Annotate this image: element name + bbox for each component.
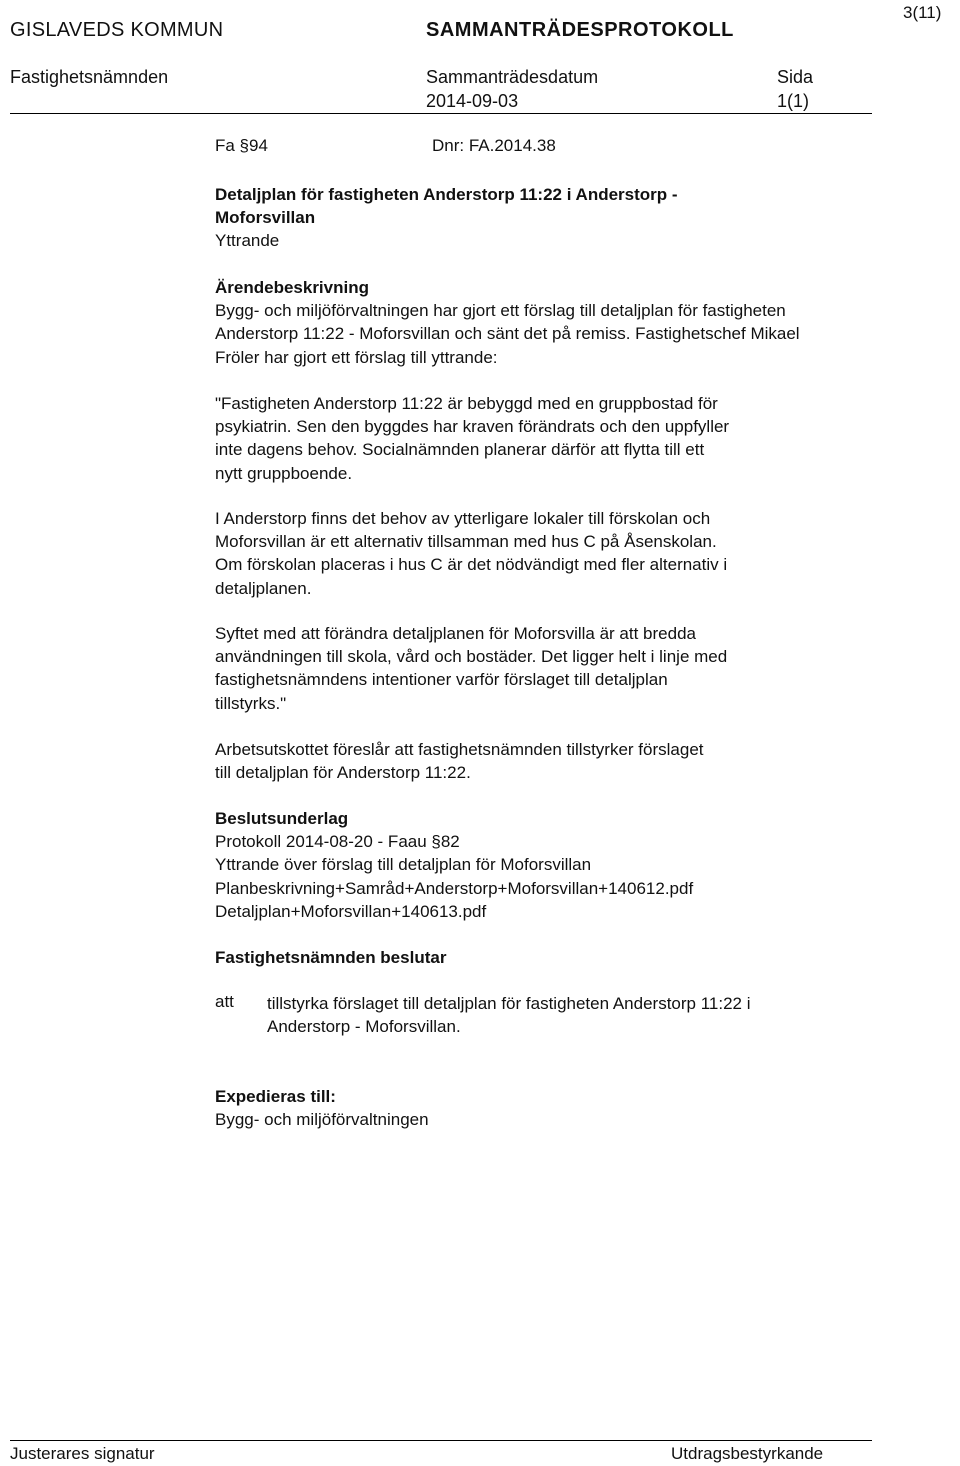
- section-title-line: Moforsvillan: [215, 208, 316, 228]
- quote-line: detaljplanen.: [215, 578, 312, 598]
- beslutsunderlag-heading: Beslutsunderlag: [215, 809, 349, 828]
- section-title-block: [215, 183, 678, 253]
- page-label: Sida: [777, 67, 814, 87]
- proposal-paragraph: [215, 738, 704, 784]
- decision-line: tillstyrka förslaget till detaljplan för fastigheten Anderstorp 11:22 i: [267, 994, 751, 1013]
- att-label: att: [215, 992, 234, 1011]
- expedieras-recipient: Bygg- och miljöförvaltningen: [215, 1110, 429, 1130]
- decision-line: Anderstorp - Moforsvillan.: [267, 1017, 461, 1037]
- proposal-line: till detaljplan för Anderstorp 11:22.: [215, 763, 471, 783]
- quote-line: användningen till skola, vård och bostäder. Det ligger helt i linje med: [215, 647, 728, 667]
- section-number: Fa §94: [215, 136, 268, 155]
- quote-line: Moforsvillan är ett alternativ tillsamman med hus C på Åsenskolan.: [215, 532, 717, 552]
- header-rule: [10, 113, 872, 114]
- quote-line: tillstyrks.": [215, 693, 287, 713]
- page-counter: 3(11): [903, 3, 942, 22]
- decision-text: [267, 992, 751, 1038]
- quote-line: Syftet med att förändra detaljplanen för Moforsvilla är att bredda: [215, 624, 696, 643]
- date-label: Sammanträdesdatum: [426, 67, 599, 87]
- intro-line: Anderstorp 11:22 - Moforsvillan och sänt det på remiss. Fastighetschef Mikael: [215, 324, 800, 344]
- section-title-line: Detaljplan för fastigheten Anderstorp 11:22 i Anderstorp -: [215, 185, 678, 204]
- arendebeskrivning-heading: Ärendebeskrivning: [215, 278, 369, 297]
- expedieras-heading: Expedieras till:: [215, 1087, 336, 1106]
- municipality-name: GISLAVEDS KOMMUN: [10, 19, 224, 41]
- expedieras-block: [215, 1085, 429, 1131]
- quote-line: inte dagens behov. Socialnämnden planerar därför att flytta till ett: [215, 440, 705, 460]
- footer-rule: [10, 1440, 872, 1441]
- quote-paragraph-2: [215, 507, 727, 600]
- quote-line: psykiatrin. Sen den byggdes har kraven förändrats och den uppfyller: [215, 417, 730, 437]
- proposal-line: Arbetsutskottet föreslår att fastighetsnämnden tillstyrker förslaget: [215, 740, 704, 759]
- dnr: Dnr: FA.2014.38: [432, 136, 556, 155]
- board-name: Fastighetsnämnden: [10, 67, 169, 87]
- document-list-item: Protokoll 2014-08-20 - Faau §82: [215, 832, 460, 852]
- arendebeskrivning-block: [215, 276, 800, 369]
- page-number: 1(1): [777, 91, 810, 111]
- beslut-heading: Fastighetsnämnden beslutar: [215, 948, 447, 967]
- quote-line: "Fastigheten Anderstorp 11:22 är bebyggd med en gruppbostad för: [215, 394, 718, 413]
- document-list-item: Detaljplan+Moforsvillan+140613.pdf: [215, 901, 487, 921]
- footer-certified-label: Utdragsbestyrkande: [671, 1444, 824, 1463]
- meeting-date: 2014-09-03: [426, 91, 519, 111]
- quote-line: I Anderstorp finns det behov av ytterligare lokaler till förskolan och: [215, 509, 711, 528]
- intro-line: Fröler har gjort ett förslag till yttrande:: [215, 347, 498, 367]
- footer-signature-label: Justerares signatur: [10, 1444, 155, 1463]
- section-subtitle: Yttrande: [215, 231, 280, 251]
- quote-paragraph-3: [215, 622, 727, 715]
- intro-line: Bygg- och miljöförvaltningen har gjort ett förslag till detaljplan för fastigheten: [215, 301, 786, 321]
- quote-line: nytt gruppboende.: [215, 463, 353, 483]
- document-list-item: Planbeskrivning+Samråd+Anderstorp+Moforsvillan+140612.pdf: [215, 878, 694, 898]
- quote-paragraph-1: [215, 392, 729, 485]
- quote-line: Om förskolan placeras i hus C är det nödvändigt med fler alternativ i: [215, 555, 728, 575]
- quote-line: fastighetsnämndens intentioner varför förslaget till detaljplan: [215, 670, 668, 690]
- document-list-item: Yttrande över förslag till detaljplan för Moforsvillan: [215, 855, 592, 875]
- beslutsunderlag-block: [215, 807, 693, 923]
- document-type: SAMMANTRÄDESPROTOKOLL: [426, 19, 734, 41]
